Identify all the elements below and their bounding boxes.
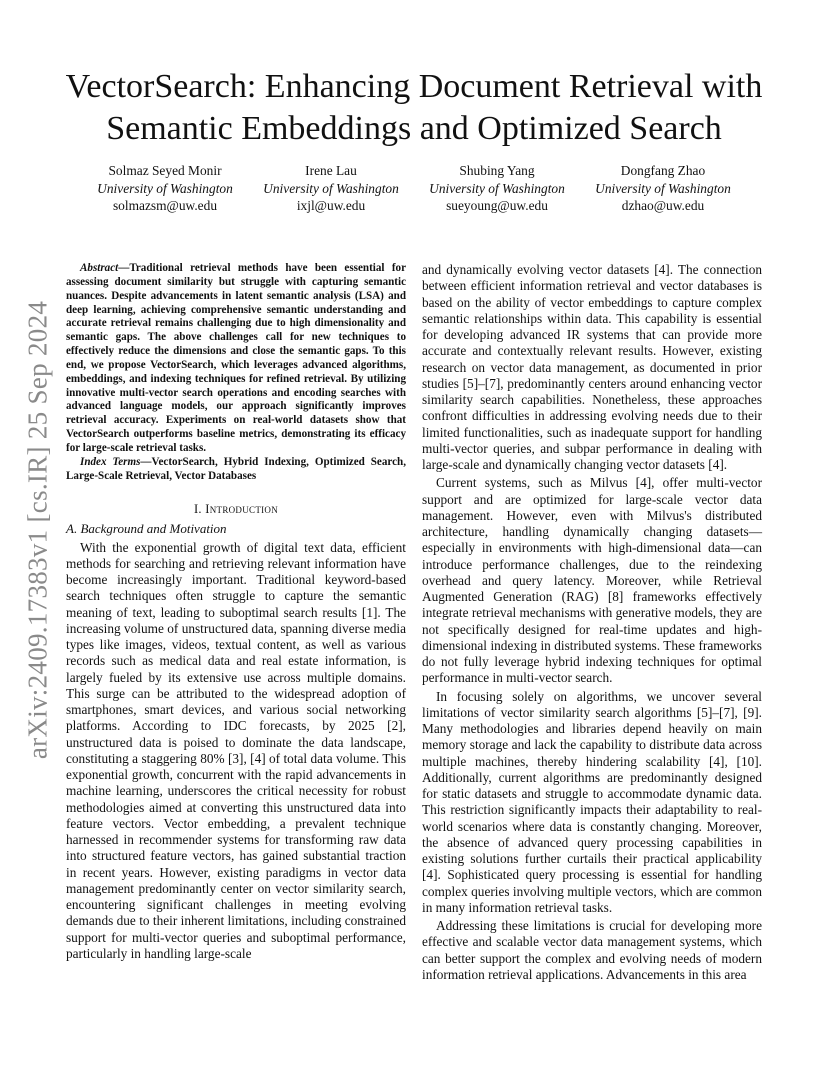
body-paragraph: With the exponential growth of digital text data, efficient methods for searching and retrieving relevant information have become increasingly important. Traditional keyword-based search techniques often struggle to capture the semantic meaning of text, leading to suboptimal search results [1]. The increasing volume of unstructured data, spanning diverse media types like images, videos, textual content, as well as various records such as medical data and real estate information, is largely fueled by its extensive use across multiple domains. This surge can be attributed to the widespread adoption of smartphones, smart devices, and various social networking platforms. According to IDC forecasts, by 2025 [2], unstructured data is poised to dominate the data landscape, constituting a staggering 80% [3], [4] of total data volume. This exponential growth, concurrent with the rapid advancements in machine learning, underscores the critical necessity for robust methodologies aimed at converting this unstructured data into feature vectors. Vector embedding, a prevalent technique harnessed in recommender systems for transforming raw data into structured feature vectors, has gained substantial traction in recent years. However, existing paradigms in vector data management predominantly center on vector similarity search, encountering significant challenges in meeting evolving demands due to their inherent limitations, including constrained support for multi-vector queries and suboptimal performance, particularly in handling large-scale: [66, 539, 406, 961]
index-terms-label: Index Terms: [80, 455, 141, 468]
body-paragraph: and dynamically evolving vector datasets [4]. The connection between efficient information retrieval and vector databases is based on the ability of vector embeddings to capture complex semantic relationships within data. This capability is essential for developing advanced IR systems that can provide more accurate and contextually relevant results. However, existing research on vector data management, as documented in prior studies [5]–[7], predominantly centers around enhancing vector similarity search capabilities. Nonetheless, these approaches confront difficulties in addressing evolving needs due to their limited functionalities, such as inadequate support for handling multi-vector queries, and subpar performance in dealing with large-scale and dynamically changing vector datasets [4].: [422, 262, 762, 472]
author-name: Solmaz Seyed Monir: [108, 163, 222, 178]
author-name: Shubing Yang: [459, 163, 535, 178]
author-4: [580, 162, 746, 215]
author-affiliation: University of Washington: [263, 180, 399, 196]
author-affiliation: University of Washington: [595, 180, 731, 196]
abstract-label: Abstract: [80, 262, 119, 274]
author-affiliation: University of Washington: [97, 180, 233, 196]
author-email: ixjl@uw.edu: [296, 198, 366, 213]
body-paragraph: Current systems, such as Milvus [4], offer multi-vector support and are optimized for large-scale vector data management. However, even with Milvus's distributed architecture, handling dynamically changing datasets—especially in environments with high-dimensional data—can introduce performance challenges, due to the reindexing overhead and query latency. Moreover, while Retrieval Augmented Generation (RAG) [8] frameworks effectively integrate retrieval mechanisms with generative models, they are not specifically designed for real-time updates and high-dimensional indexing in distributed systems. These frameworks do not fully leverage hybrid indexing techniques for optimal performance in multi-vector search.: [422, 475, 762, 686]
author-2: [248, 162, 414, 215]
arxiv-identifier-margin: [8, 295, 68, 765]
abstract: [66, 262, 406, 456]
index-terms-text: —VectorSearch, Hybrid Indexing, Optimized Search, Large-Scale Retrieval, Vector Databases: [66, 455, 406, 482]
body-paragraph: Addressing these limitations is crucial for developing more effective and scalable vector data management systems, which can better support the complex and evolving needs of modern information retrieval applications. Advancements in this area: [422, 918, 762, 982]
author-name: Dongfang Zhao: [620, 163, 706, 178]
index-terms: [66, 456, 406, 484]
abstract-text: —Traditional retrieval methods have been essential for assessing document similarity but struggle with capturing semantic nuances. Despite advancements in latent semantic analysis (LSA) and deep learning, achieving comprehensive semantic understanding and accurate retrieval remains challenging due to high dimensionality and semantic gaps. The above challenges call for new techniques to effectively reduce the dimensions and close the semantic gaps. To this end, we propose VectorSearch, which leverages advanced algorithms, embeddings, and indexing techniques for refined retrieval. By utilizing innovative multi-vector search operations and encoding searches with advanced language models, our approach significantly improves retrieval accuracy. Experiments on real-world datasets show that VectorSearch outperforms baseline metrics, demonstrating its efficacy for large-scale retrieval tasks.: [66, 262, 406, 454]
subsection-heading: A. Background and Motivation: [66, 520, 227, 536]
author-email: sueyoung@uw.edu: [446, 198, 548, 213]
right-column: [422, 262, 762, 983]
section-heading: I. Introduction: [193, 501, 279, 516]
left-column: [66, 262, 406, 962]
arxiv-identifier: arXiv:2409.17383v1 [cs.IR] 25 Sep 2024: [22, 300, 53, 760]
author-email: solmazsm@uw.edu: [112, 198, 218, 213]
author-affiliation: University of Washington: [429, 180, 565, 196]
author-name: Irene Lau: [305, 163, 357, 178]
paper-title: VectorSearch: Enhancing Document Retrieval with Semantic Embeddings and Optimized Search: [65, 68, 763, 147]
author-3: [414, 162, 580, 215]
author-1: [82, 162, 248, 215]
author-block: [82, 162, 746, 215]
author-email: dzhao@uw.edu: [621, 198, 705, 213]
body-paragraph: In focusing solely on algorithms, we uncover several limitations of vector similarity search algorithms [5]–[7], [9]. Many methodologies and libraries depend heavily on main memory storage and lack the capability to distribute data across multiple machines, thereby hindering scalability [4], [10]. Additionally, current algorithms are predominantly designed for static datasets and struggle to accommodate dynamic data. This restriction significantly impacts their adaptability to real-world scenarios where data is constantly changing. Moreover, the absence of advanced query processing capabilities in existing solutions further curtails their practical applicability [4]. Sophisticated query processing is essential for handling complex queries involving multiple vectors, which are common in many information retrieval tasks.: [422, 688, 762, 915]
